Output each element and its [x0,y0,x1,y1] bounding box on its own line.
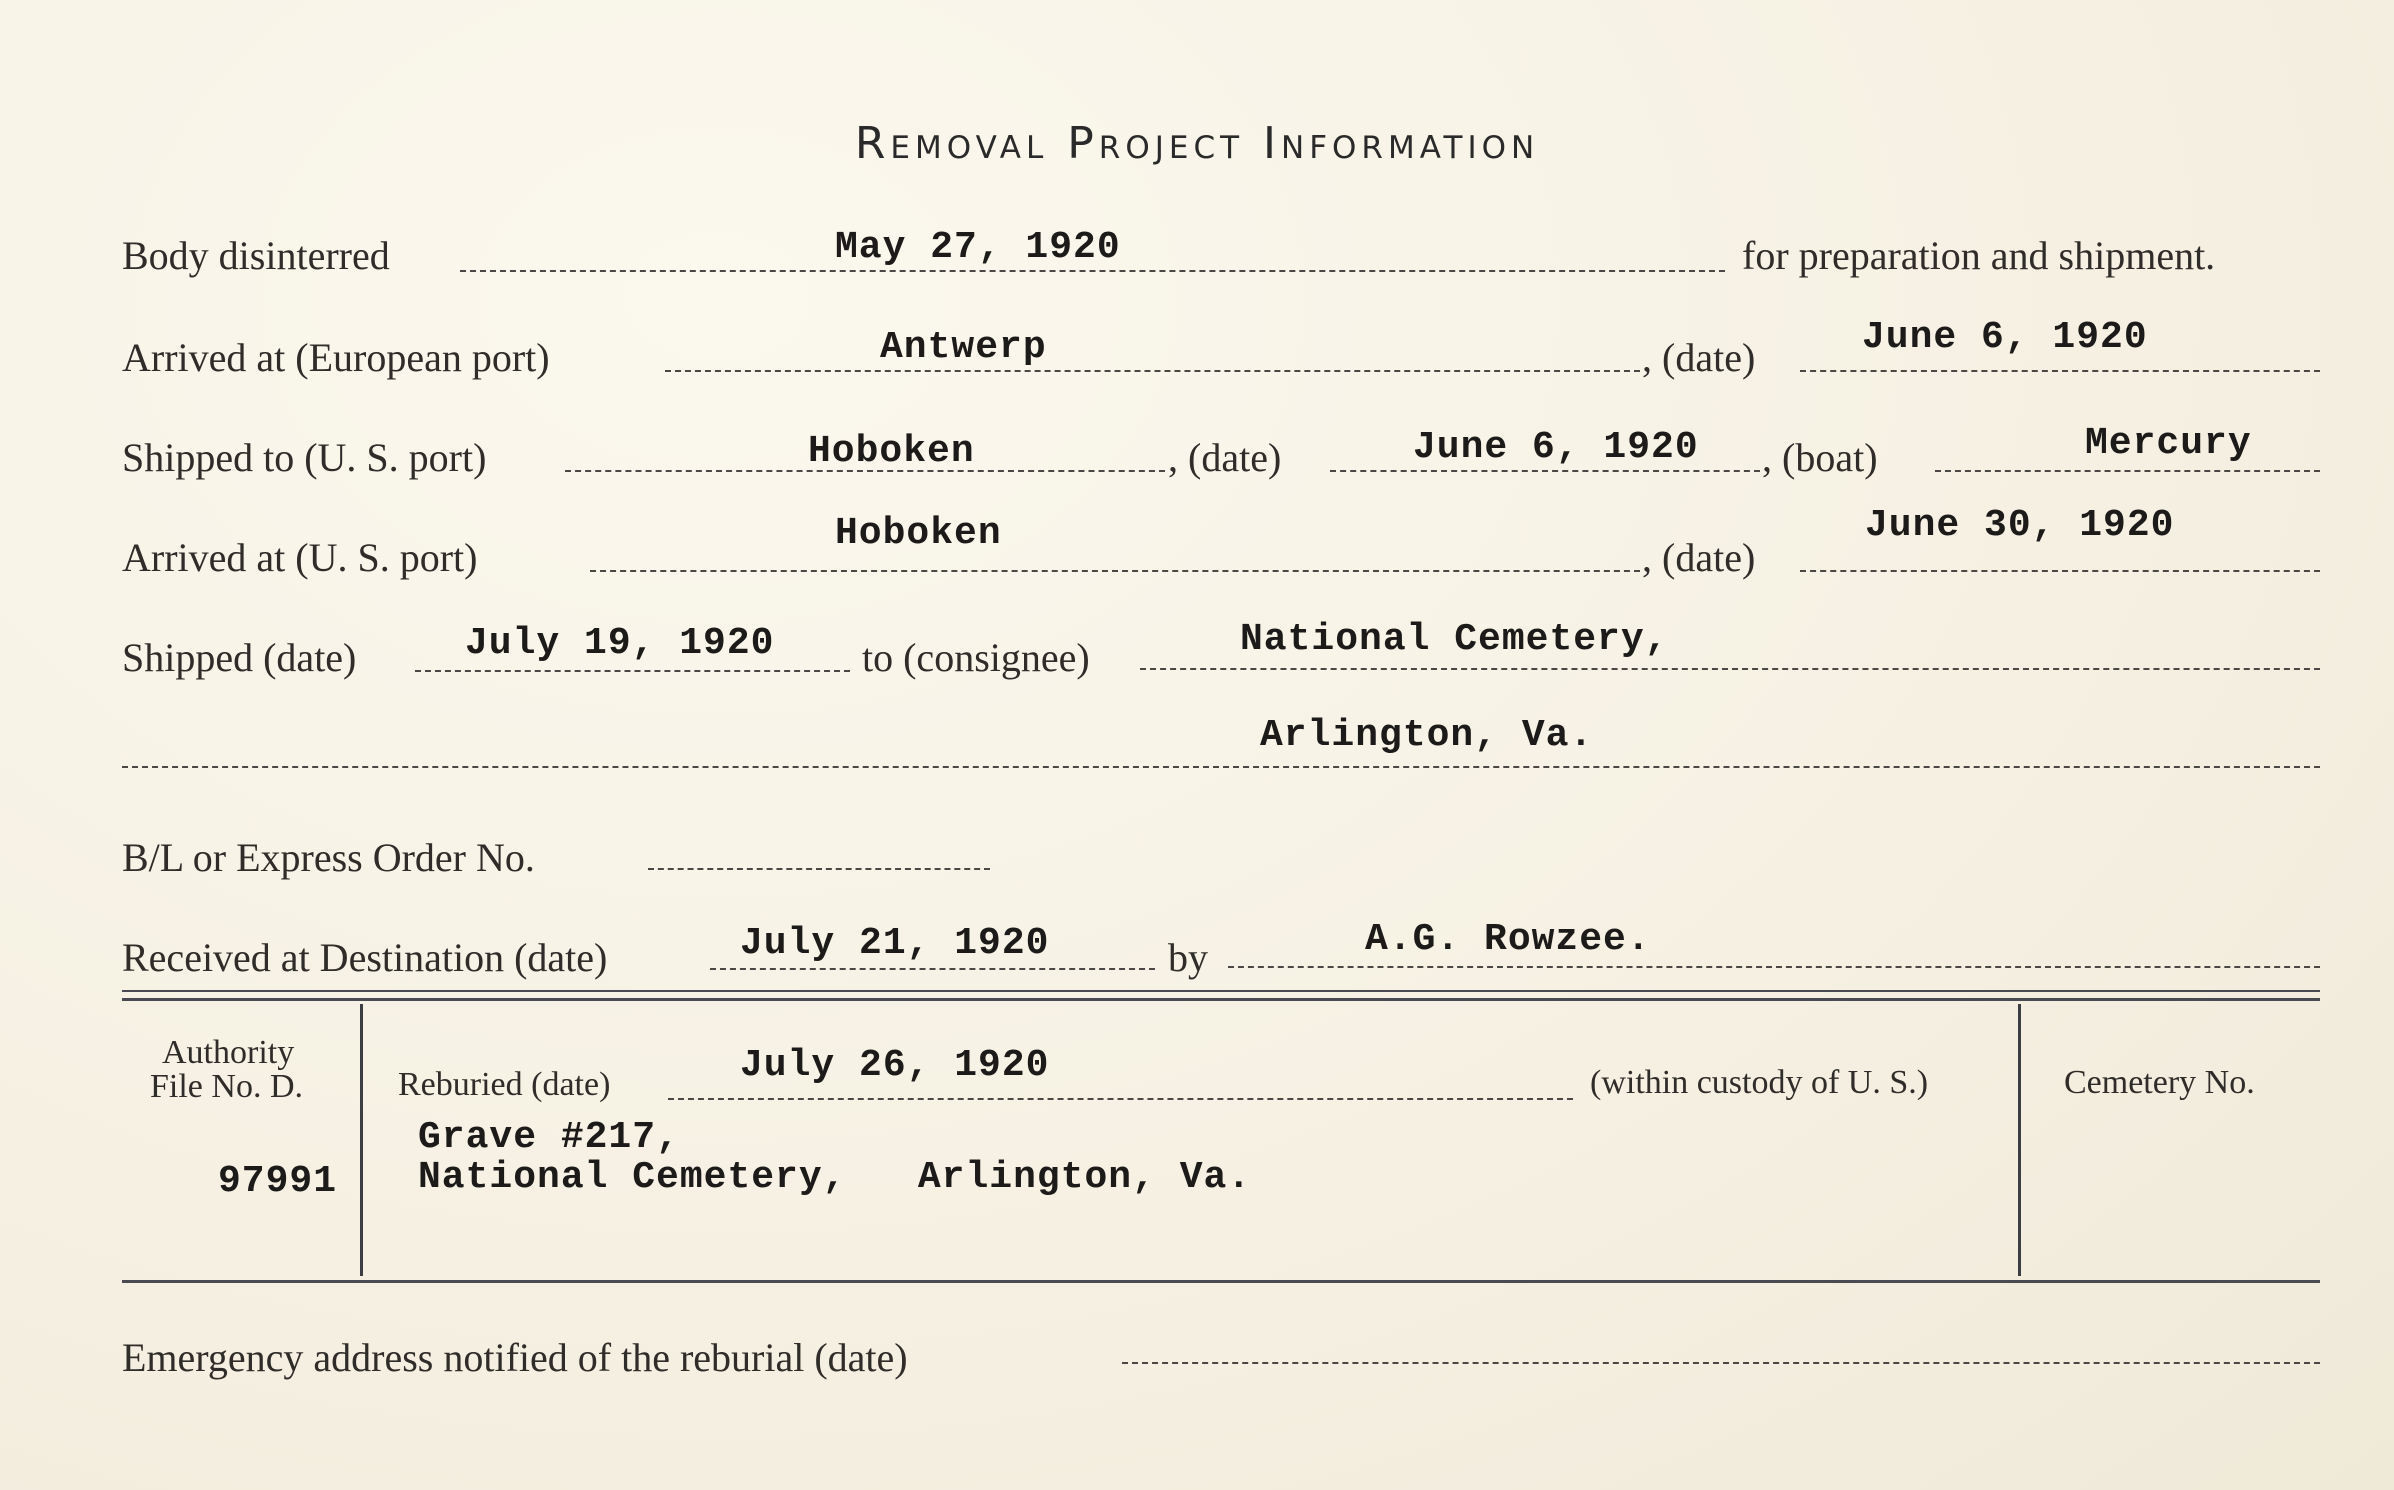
shipped-date-label: Shipped (date) [122,635,357,680]
arrived-us-port-date-label: , (date) [1642,535,1756,580]
consignee-line [1140,668,2320,670]
shipped-us-port-label: Shipped to (U. S. port) [122,435,487,480]
consignee-line1-value: National Cemetery, [1240,618,1669,661]
authority-file-number: 97991 [218,1160,338,1203]
european-port-date-line [1800,370,2320,372]
emergency-address-line [1122,1362,2320,1364]
card-title: Removal Project Information [854,118,1540,169]
authority-label-1: Authority [162,1034,295,1071]
emergency-address-label: Emergency address notified of the reburial (date) [122,1335,908,1380]
received-destination-label: Received at Destination (date) [122,935,608,980]
shipped-us-port-date-line [1330,470,1760,472]
shipped-us-port-value: Hoboken [808,430,975,473]
bl-express-order-line [648,868,990,870]
body-disinterred-label: Body disinterred [122,233,390,278]
boat-line [1935,470,2320,472]
box-divider-left [360,1004,363,1276]
european-port-value: Antwerp [880,326,1047,369]
european-port-date-value: June 6, 1920 [1862,316,2148,359]
reburied-date-value: July 26, 1920 [740,1044,1050,1087]
arrived-us-port-value: Hoboken [835,512,1002,555]
european-port-date-label: , (date) [1642,335,1756,380]
grave-location-line1: Grave #217, [418,1116,680,1159]
grave-location-line2: National Cemetery, Arlington, Va. [418,1156,1252,1199]
box-top-rule-2 [122,998,2320,1001]
boat-value: Mercury [2085,422,2252,465]
arrived-us-port-line [590,570,1640,572]
received-by-value: A.G. Rowzee. [1365,918,1651,961]
received-destination-value: July 21, 1920 [740,922,1050,965]
received-by-line [1228,966,2320,968]
consignee-label: to (consignee) [862,635,1090,680]
arrived-us-port-date-line [1800,570,2320,572]
european-port-line [665,370,1640,372]
shipped-us-port-date-label: , (date) [1168,435,1282,480]
reburied-date-line [668,1098,1573,1100]
shipped-us-port-date-value: June 6, 1920 [1413,426,1699,469]
european-port-label: Arrived at (European port) [122,335,550,380]
box-divider-right [2018,1004,2021,1276]
consignee-continuation-line [122,766,2320,768]
arrived-us-port-date-value: June 30, 1920 [1865,504,2175,547]
body-disinterred-value: May 27, 1920 [835,226,1121,269]
box-bottom-rule [122,1280,2320,1283]
arrived-us-port-label: Arrived at (U. S. port) [122,535,478,580]
consignee-line2-value: Arlington, Va. [1260,714,1594,757]
bl-express-order-label: B/L or Express Order No. [122,835,535,880]
reburied-date-label: Reburied (date) [398,1066,611,1103]
received-destination-line [710,968,1155,970]
body-disinterred-suffix: for preparation and shipment. [1742,233,2216,278]
received-by-label: by [1168,935,1208,980]
box-top-rule-1 [122,990,2320,992]
body-disinterred-line [460,270,1725,272]
boat-label: , (boat) [1762,435,1878,480]
authority-label-2: File No. D. [150,1068,303,1105]
custody-note: (within custody of U. S.) [1590,1064,1929,1101]
shipped-date-value: July 19, 1920 [465,622,775,665]
shipped-date-line [415,670,850,672]
cemetery-no-label: Cemetery No. [2064,1064,2255,1101]
